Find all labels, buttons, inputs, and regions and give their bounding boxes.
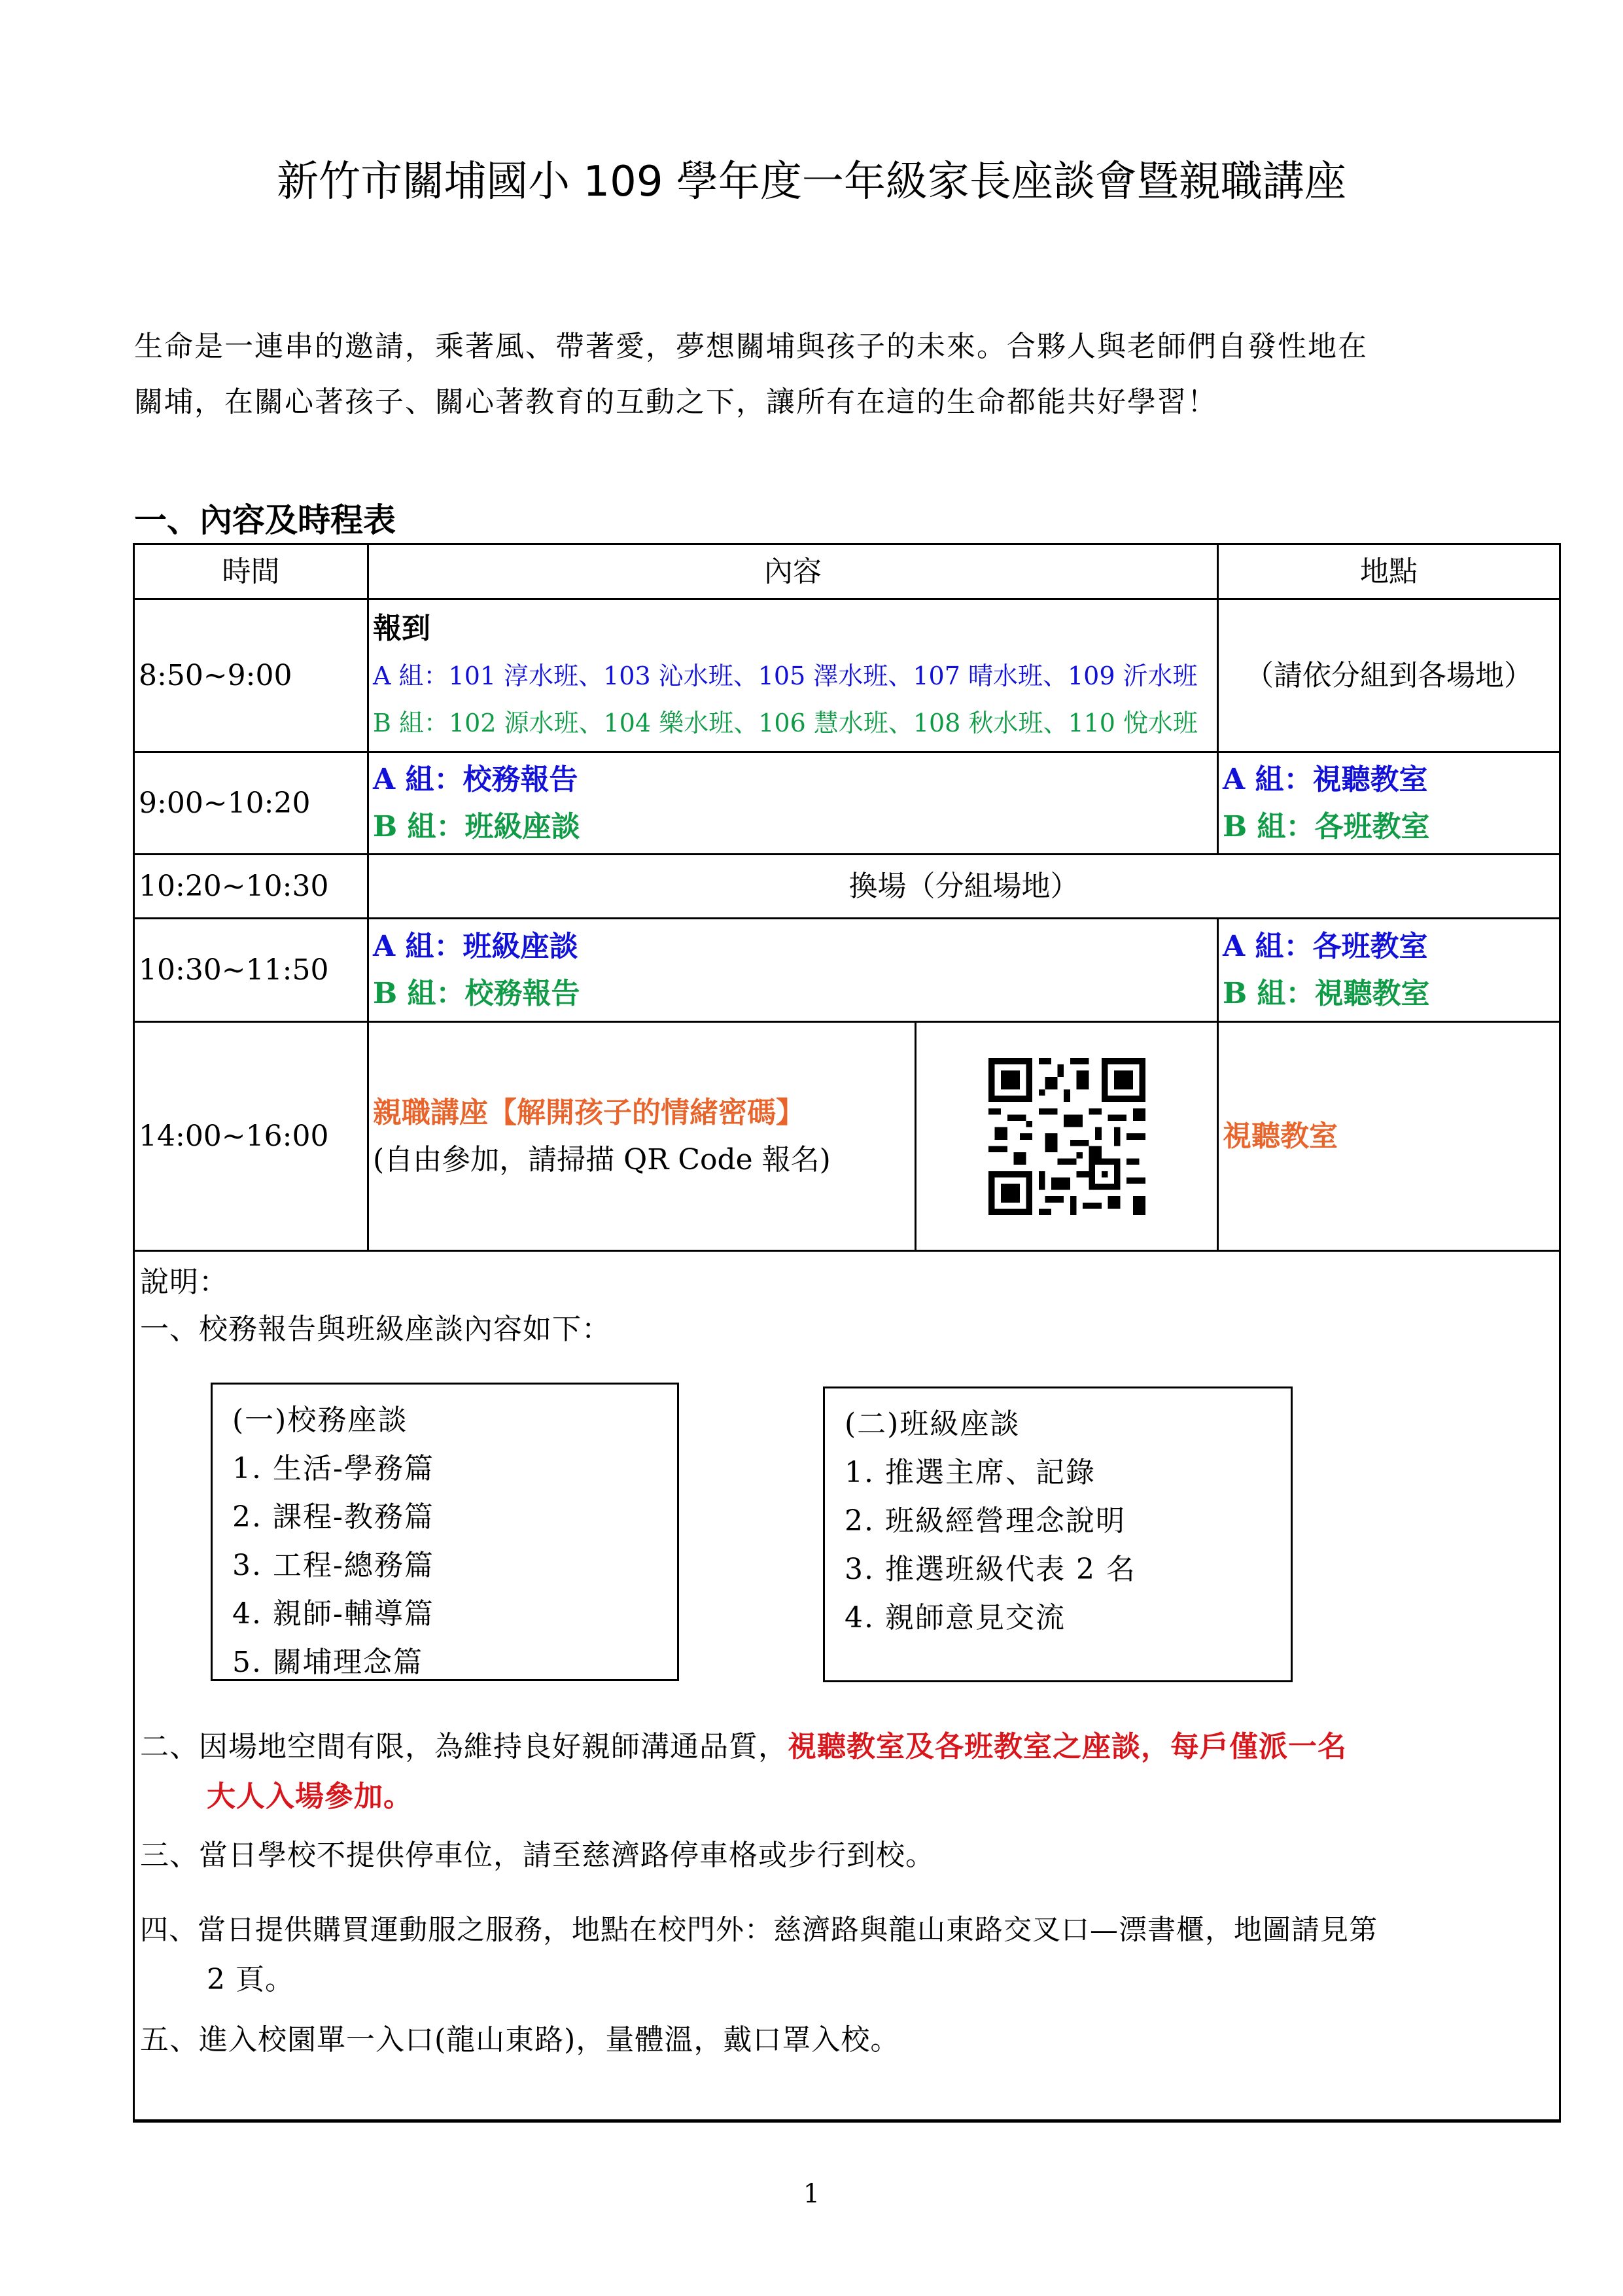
row-content <box>368 752 1218 855</box>
note-item-5: 五、進入校園單一入口(龍山東路)，量體溫，戴口罩入校。 <box>140 2023 900 2057</box>
group-b-location: B 組：視聽教室 <box>1223 976 1430 1010</box>
notes-row <box>134 1251 1560 2121</box>
list-item: 4. 親師-輔導篇 <box>232 1597 434 1631</box>
table-row <box>134 752 1560 855</box>
group-b-location: B 組：各班教室 <box>1223 809 1430 843</box>
list-item: 5. 關埔理念篇 <box>232 1646 423 1679</box>
list-item: 1. 推選主席、記錄 <box>845 1456 1096 1489</box>
note-item-4: 四、當日提供購買運動服之服務，地點在校門外：慈濟路與龍山東路交叉口—漂書櫃，地圖請見第 <box>140 1914 1378 1947</box>
row-time: 10:30~11:50 <box>134 919 368 1022</box>
qr-code-image[interactable] <box>988 1058 1145 1215</box>
group-a-activity: A 組：班級座談 <box>373 929 578 963</box>
row-time: 9:00~10:20 <box>134 752 368 855</box>
table-row <box>134 599 1560 752</box>
note-item-4-cont: 2 頁。 <box>207 1963 294 1996</box>
list-item: 1. 生活-學務篇 <box>232 1452 434 1485</box>
row-content <box>368 1022 916 1251</box>
row-time: 10:20~10:30 <box>134 855 368 919</box>
box-title: (二)班級座談 <box>845 1407 1021 1441</box>
note-item-2-cont: 大人入場參加。 <box>207 1780 413 1813</box>
header-location: 地點 <box>1218 544 1560 599</box>
row-location: 視聽教室 <box>1218 1022 1560 1251</box>
row-content <box>368 599 1218 752</box>
note-item-1: 一、校務報告與班級座談內容如下： <box>140 1313 611 1346</box>
table-row <box>134 855 1560 919</box>
schedule-table <box>133 543 1561 2123</box>
header-time: 時間 <box>134 544 368 599</box>
class-meeting-box <box>823 1386 1293 1682</box>
table-row <box>134 919 1560 1022</box>
group-b-activity: B 組：校務報告 <box>373 976 580 1010</box>
box-title: (一)校務座談 <box>232 1404 408 1437</box>
page-number: 1 <box>803 2179 820 2209</box>
group-a-activity: A 組：校務報告 <box>373 762 578 796</box>
list-item: 4. 親師意見交流 <box>845 1601 1066 1634</box>
notes-label: 說明： <box>140 1265 228 1299</box>
group-a-classes: A 組：101 淳水班、103 沁水班、105 澤水班、107 晴水班、109 沂水班 <box>373 661 1198 690</box>
intro-line-1: 生命是一連串的邀請，乘著風、帶著愛，夢想關埔與孩子的未來。合夥人與老師們自發性地在 <box>134 330 1368 363</box>
list-item: 3. 推選班級代表 2 名 <box>845 1553 1136 1586</box>
row-content <box>368 919 1218 1022</box>
checkin-title: 報到 <box>373 611 430 645</box>
list-item: 3. 工程-總務篇 <box>232 1549 434 1582</box>
row-location: （請依分組到各場地） <box>1218 599 1560 752</box>
section-heading: 一、內容及時程表 <box>134 501 396 539</box>
header-content: 內容 <box>368 544 1218 599</box>
group-a-location: A 組：視聽教室 <box>1223 762 1428 796</box>
row-content: 換場（分組場地） <box>368 855 1560 919</box>
lecture-title: 親職講座【解開孩子的情緒密碼】 <box>373 1095 805 1129</box>
row-location <box>1218 919 1560 1022</box>
row-time: 8:50~9:00 <box>134 599 368 752</box>
note-item-3: 三、當日學校不提供停車位，請至慈濟路停車格或步行到校。 <box>140 1839 935 1872</box>
group-a-location: A 組：各班教室 <box>1223 929 1428 963</box>
intro-line-2: 關埔，在關心著孩子、關心著教育的互動之下，讓所有在這的生命都能共好學習！ <box>134 385 1217 419</box>
table-row <box>134 1022 1560 1251</box>
group-b-activity: B 組：班級座談 <box>373 809 580 843</box>
qr-cell <box>916 1022 1218 1251</box>
group-b-classes: B 組：102 源水班、104 樂水班、106 慧水班、108 秋水班、110 悅水班 <box>373 708 1198 737</box>
school-affairs-box <box>211 1383 679 1681</box>
row-time: 14:00~16:00 <box>134 1022 368 1251</box>
list-item: 2. 班級經營理念說明 <box>845 1504 1126 1538</box>
lecture-note: (自由參加，請掃描 QR Code 報名) <box>373 1142 831 1176</box>
note-item-2: 二、因場地空間有限，為維持良好親師溝通品質，視聽教室及各班教室之座談，每戶僅派一名 <box>140 1730 1347 1763</box>
row-location <box>1218 752 1560 855</box>
list-item: 2. 課程-教務篇 <box>232 1500 434 1534</box>
document-title: 新竹市關埔國小 109 學年度一年級家長座談會暨親職講座 <box>277 158 1346 206</box>
